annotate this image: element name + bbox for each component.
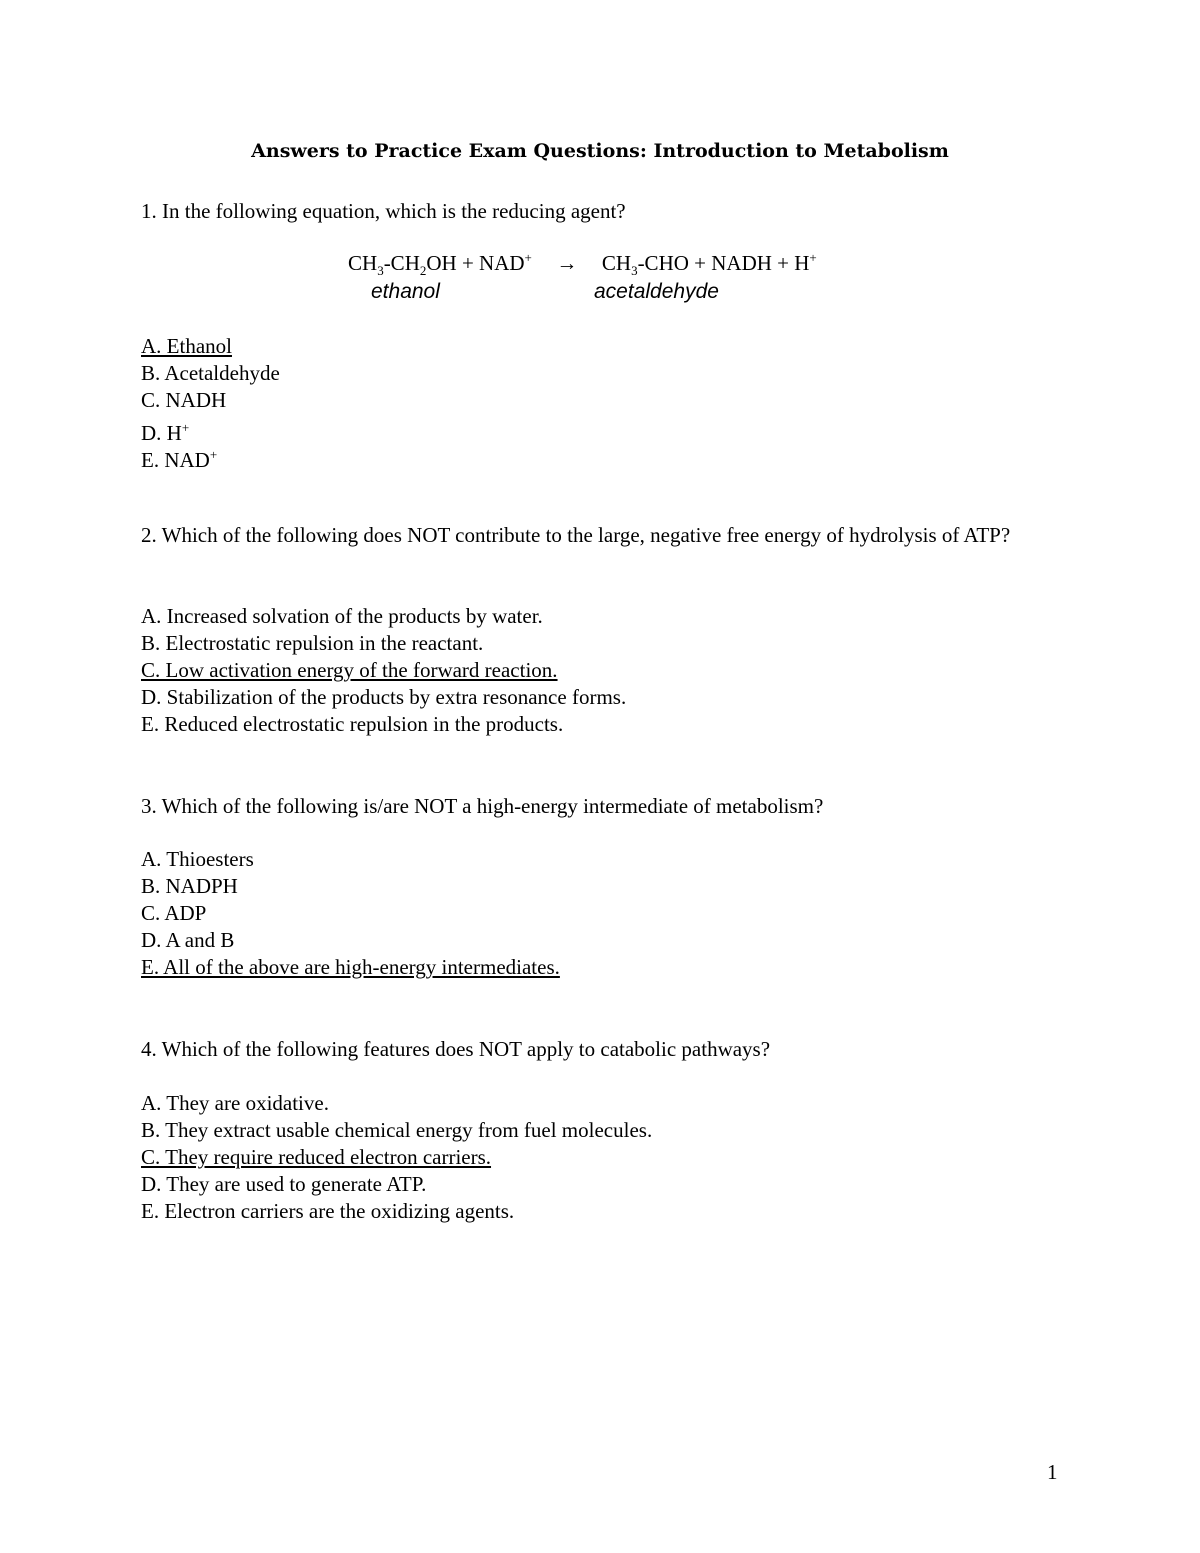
q4-option-a: A. They are oxidative. bbox=[141, 1091, 329, 1115]
q4-option-d: D. They are used to generate ATP. bbox=[141, 1172, 427, 1196]
eq-label-acetaldehyde: acetaldehyde bbox=[594, 280, 719, 303]
q2-option-e: E. Reduced electrostatic repulsion in the products. bbox=[141, 712, 564, 736]
superscript-plus: + bbox=[181, 420, 190, 435]
q3-option-e: E. All of the above are high-energy intermediates. bbox=[141, 955, 560, 979]
q2-option-a: A. Increased solvation of the products by water. bbox=[141, 604, 543, 628]
question-2: 2. Which of the following does NOT contribute to the large, negative free energy of hydrolysis of ATP? bbox=[141, 523, 1011, 547]
eq-reactant-ch2: -CH bbox=[383, 251, 420, 275]
eq-sup: + bbox=[524, 250, 532, 265]
eq-product-ch: CH bbox=[601, 251, 632, 275]
q3-option-a: A. Thioesters bbox=[141, 847, 254, 871]
eq-sub: 3 bbox=[631, 263, 638, 279]
eq-sup: + bbox=[809, 250, 817, 265]
superscript-plus: + bbox=[209, 447, 218, 462]
q4-option-e: E. Electron carriers are the oxidizing agents. bbox=[141, 1199, 515, 1223]
q2-option-d: D. Stabilization of the products by extra resonance forms. bbox=[141, 685, 627, 709]
eq-sub: 3 bbox=[377, 263, 384, 279]
eq-arrow: → bbox=[556, 251, 578, 275]
question-1: 1. In the following equation, which is the reducing agent? bbox=[141, 199, 626, 223]
q2-option-b: B. Electrostatic repulsion in the reactant. bbox=[141, 631, 484, 655]
eq-reactant-rest: OH + NAD bbox=[426, 251, 525, 275]
q1-option-e-text: E. NAD bbox=[141, 448, 210, 472]
eq-sub: 2 bbox=[419, 263, 427, 279]
eq-reactant-ch: CH bbox=[348, 251, 378, 275]
question-3: 3. Which of the following is/are NOT a high-energy intermediate of metabolism? bbox=[141, 794, 824, 818]
question-4: 4. Which of the following features does NOT apply to catabolic pathways? bbox=[141, 1037, 771, 1061]
q3-option-d: D. A and B bbox=[141, 928, 235, 952]
page-number: 1 bbox=[1047, 1460, 1058, 1484]
eq-product-rest: -CHO + NADH + H bbox=[637, 251, 810, 275]
chemical-equation bbox=[348, 250, 817, 279]
q1-option-a: A. Ethanol bbox=[141, 334, 232, 358]
eq-label-ethanol: ethanol bbox=[371, 280, 440, 303]
q1-option-b: B. Acetaldehyde bbox=[141, 361, 280, 385]
q4-option-b: B. They extract usable chemical energy from fuel molecules. bbox=[141, 1118, 653, 1142]
q3-option-c: C. ADP bbox=[141, 901, 207, 925]
q4-option-c: C. They require reduced electron carriers. bbox=[141, 1145, 492, 1169]
q1-option-e bbox=[141, 441, 217, 474]
q3-option-b: B. NADPH bbox=[141, 874, 238, 898]
q2-option-c: C. Low activation energy of the forward reaction. bbox=[141, 658, 558, 682]
q1-option-c: C. NADH bbox=[141, 388, 227, 412]
q1-option-d-text: D. H bbox=[141, 421, 182, 445]
page-title: Answers to Practice Exam Questions: Introduction to Metabolism bbox=[251, 140, 949, 162]
